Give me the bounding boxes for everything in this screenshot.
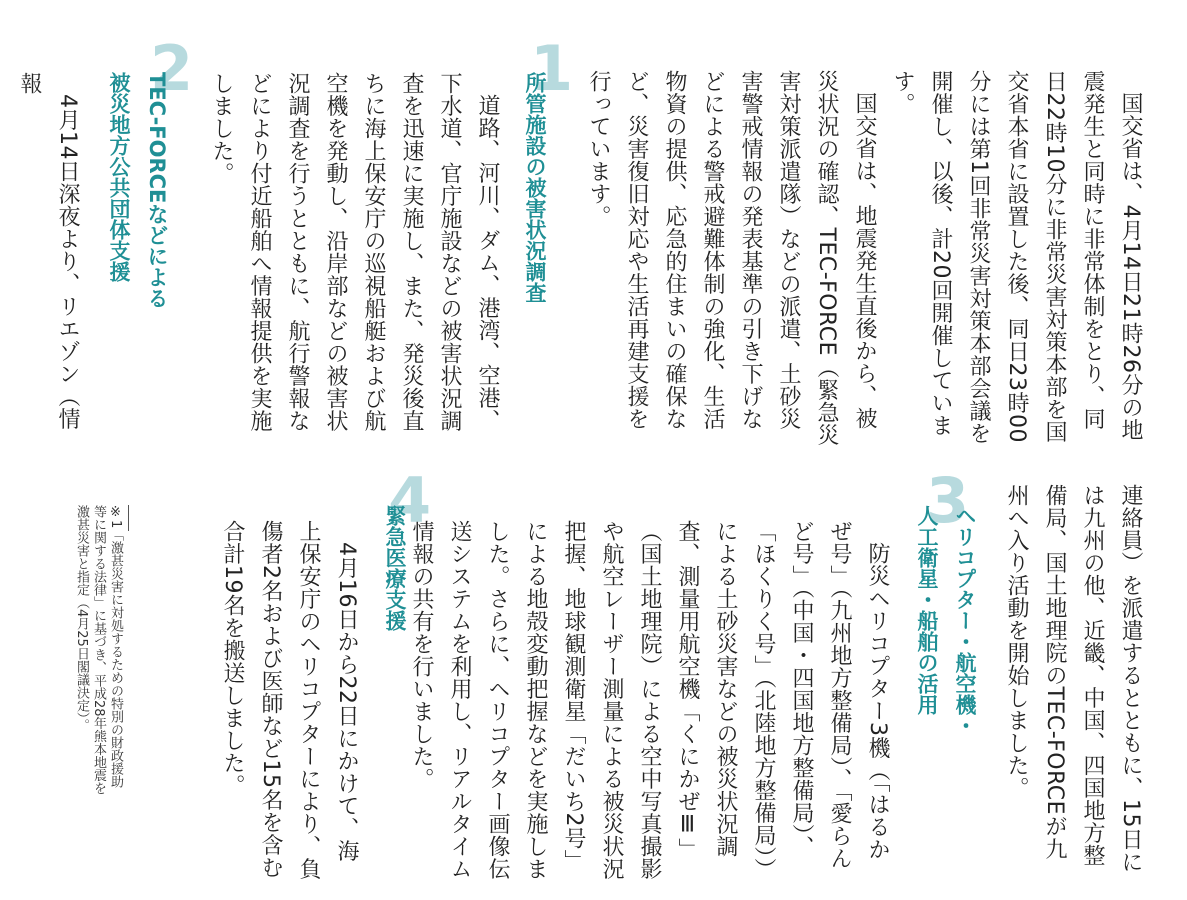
section-3-number: 3 (926, 464, 970, 537)
section-1-number: 1 (530, 32, 574, 105)
footnote: ※1「激甚災害に対処するための特別の財政援助等に関する法律」に基づき、平成28年熊本地震を激甚災害と指定（4月25日閣議決定）。 (74, 505, 123, 795)
section-4-body: 4月16日から22日にかけて、海上保安庁のヘリコプターにより、負傷者2名および医師など15名を含む合計19名を搬送しました。 (220, 520, 359, 880)
section-2-body-start: 4月14日深夜より、リエゾン（情報 (17, 72, 80, 430)
intro-text (586, 70, 1149, 450)
section-2-title-line-1: TEC-FORCEなどによる (145, 72, 169, 309)
section-1-title: 所管施設の被害状況調査 (523, 72, 547, 303)
section-3-body: 防災ヘリコプター3機（「はるかぜ号」（九州地方整備局）、「愛らんど号」（中国・四国地方整備局）、「ほくりく号」（北陸地方整備局））による土砂災害などの被災状況調査、測量用航空機「くにかぜⅢ」（国土地理院）による空中写真撮影や航空レーザー測量による被災状況把握、地球観測衛星「だいち2号」による地殻変動把握などを実施しました。さらに、ヘリコプター画像伝送システムを利用し、リアルタイム情報の共有を行いました。 (409, 520, 890, 880)
section-2-title-line-2: 被災地方公共団体支援 (107, 72, 131, 282)
intro-paragraph-2: 国交省は、地震発生直後から、被災状況の確認、TEC-FORCE（緊急災害対策派遣隊）などの派遣、土砂災害警戒情報の発表基準の引き下げなどによる警戒避難体制の強化、生活物資の提供、応急的住まいの確保など、災害復旧対応や生活再建支援を行っています。 (586, 70, 877, 447)
intro-paragraph-1: 国交省は、4月14日21時26分の地震発生と同時に非常体制をとり、同日22時10分に非常災害対策本部を国交省本省に設置した後、同日23時00分には第1回非常災害対策本部会議を開催し、以後、計20回開催しています。 (890, 70, 1143, 445)
footnote-rule (128, 505, 129, 531)
section-3-title-line-2: 人工衛星・船舶の活用 (915, 505, 939, 715)
section-2-body-continued: 連絡員）を派遣するとともに、15日には九州の他、近畿、中国、四国地方整備局、国土地理院のTEC-FORCEが九州へ入り活動を開始しました。 (1004, 484, 1143, 873)
section-4-title: 緊急医療支援 (383, 505, 407, 631)
section-3-title-line-1: ヘリコプター・航空機・ (953, 505, 977, 736)
section-4-number: 4 (388, 464, 432, 537)
section-2-number: 2 (150, 32, 194, 105)
section-1-body: 道路、河川、ダム、港湾、空港、下水道、官庁施設などの被害状況調査を迅速に実施し、また、発災後直ちに海上保安庁の巡視船艇および航空機を発動し、沿岸部などの被害状況調査を行うとともに、航行警報などにより付近船舶へ情報提供を実施しました。 (209, 72, 500, 432)
